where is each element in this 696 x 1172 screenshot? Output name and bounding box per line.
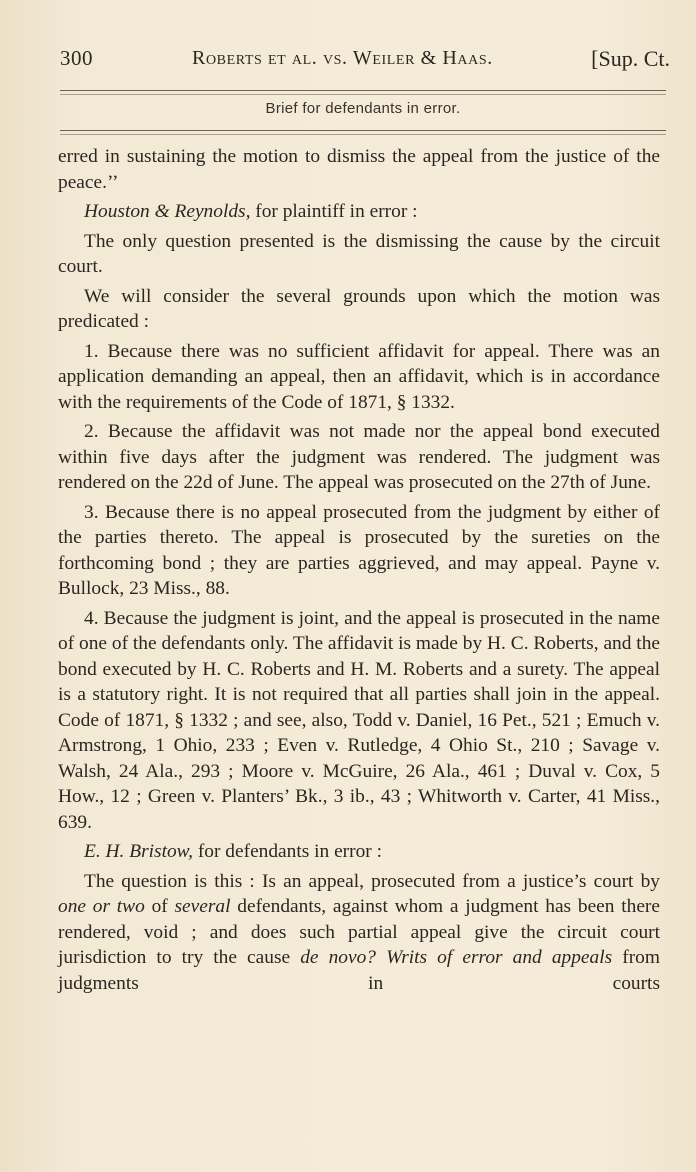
paragraph: The question is this : Is an appeal, prosecuted from a justice’s court by one or two of several defendants, against whom a judgment has been there rendered, void ; and does such partial appeal give the circuit court jurisdiction to try the cause de novo? Writs of error and appeals from judgments in courts (58, 870, 660, 994)
court-label: [Sup. Ct. (591, 46, 670, 71)
paragraph: 3. Because there is no appeal prosecuted from the judgment by either of the parties thereto. The appeal is prosecuted by the sureties on the forthcoming bond ; they are parties aggrieved, and may appeal. Payne v. Bullock, 23 Miss., 88. (58, 501, 660, 599)
paragraph: 2. Because the affidavit was not made nor the appeal bond executed within five days after the judgment was rendered. The judgment was rendered on the 22d of June. The appeal was prosecuted on the 27th of June. (58, 421, 660, 493)
paragraph: We will consider the several grounds upon which the motion was predicated : (58, 285, 660, 332)
paragraph: 1. Because there was no sufficient affidavit for appeal. There was an application demanding an appeal, then an affidavit, which is in accordance with the requirements of the Code of 1871, § 1332. (58, 340, 660, 413)
counsel-name: Houston & Reynolds, (84, 201, 251, 222)
body-text (58, 144, 660, 1000)
section-subheading: Brief for defendants in error. (265, 100, 461, 117)
header-rule (60, 90, 666, 91)
counsel-name: E. H. Bristow, (84, 841, 193, 862)
header-rule (60, 94, 666, 95)
paragraph: erred in sustaining the motion to dismiss the appeal from the justice of the peace.’’ (58, 146, 660, 193)
paragraph: The only question presented is the dismissing the cause by the circuit court. (58, 230, 660, 277)
page-number: 300 (60, 46, 93, 70)
running-header (60, 44, 670, 78)
counsel-line: Houston & Reynolds, for plaintiff in error : (84, 201, 418, 222)
counsel-line: E. H. Bristow, for defendants in error : (84, 841, 382, 862)
subheading-rule (60, 134, 666, 135)
case-title: Roberts et al. vs. Weiler & Haas. (192, 47, 493, 69)
paragraph: 4. Because the judgment is joint, and the appeal is prosecuted in the name of one of the defendants only. The affidavit is made by H. C. Roberts, and the bond executed by H. C. Roberts and H. M. Roberts and a surety. The appeal is a statutory right. It is not required that all parties shall join in the appeal. Code of 1871, § 1332 ; and see, also, Todd v. Daniel, 16 Pet., 521 ; Emuch v. Armstrong, 1 Ohio, 233 ; Even v. Rutledge, 4 Ohio St., 210 ; Savage v. Walsh, 24 Ala., 293 ; Moore v. McGuire, 26 Ala., 461 ; Duval v. Cox, 5 How., 12 ; Green v. Planters’ Bk., 3 ib., 43 ; Whitworth v. Carter, 41 Miss., 639. (58, 607, 660, 833)
subheading-rule (60, 130, 666, 131)
